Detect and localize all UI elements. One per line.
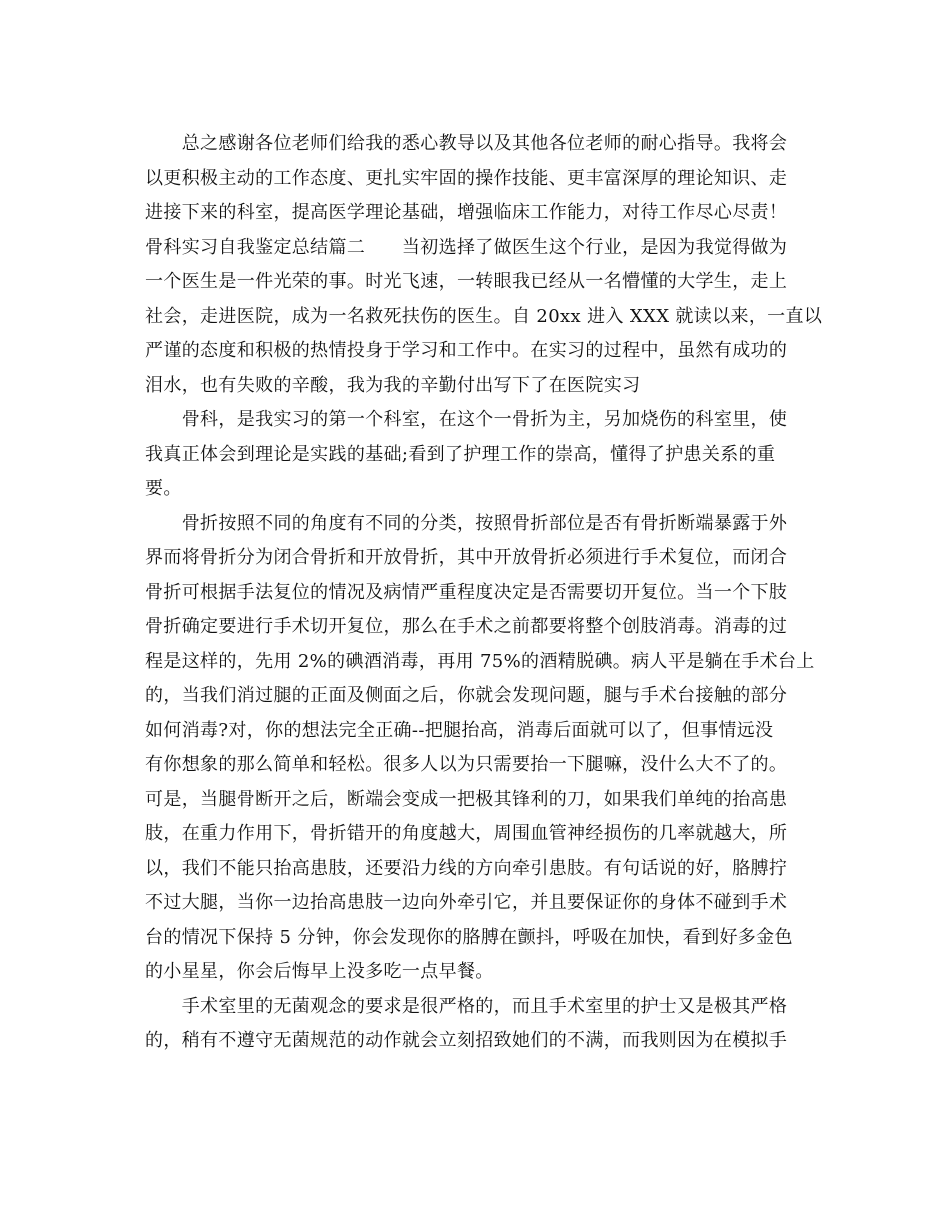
section-heading-line: 骨科实习自我鉴定总结篇二 当初选择了做医生这个行业，是因为我觉得做为 (145, 236, 788, 258)
text-line: 泪水，也有失败的辛酸，我为我的辛勤付出写下了在医院实习 (145, 374, 641, 396)
text-line: 不过大腿，当你一边抬高患肢一边向外牵引它，并且要保证你的身体不碰到手术 (145, 892, 788, 913)
text-line: 程是这样的，先用 2%的碘酒消毒，再用 75%的酒精脱碘。病人平是躺在手术台上 (145, 650, 815, 672)
text-line: 如何消毒?对，你的想法完全正确--把腿抬高，消毒后面就可以了，但事情远没 (145, 719, 774, 741)
text-line: 手术室里的无菌观念的要求是很严格的，而且手术室里的护士又是极其严格 (145, 995, 788, 1017)
text-line: 严谨的态度和积极的热情投身于学习和工作中。在实习的过程中，虽然有成功的 (145, 340, 788, 361)
text-line: 可是，当腿骨断开之后，断端会变成一把极其锋利的刀，如果我们单纯的抬高患 (145, 788, 788, 810)
text-line: 界而将骨折分为闭合骨折和开放骨折，其中开放骨折必须进行手术复位，而闭合 (145, 547, 788, 568)
text-line: 骨折按照不同的角度有不同的分类，按照骨折部位是否有骨折断端暴露于外 (145, 512, 788, 534)
text-line: 骨折可根据手法复位的情况及病情严重程度决定是否需要切开复位。当一个下肢 (145, 581, 788, 603)
text-line: 的小星星，你会后悔早上没多吃一点早餐。 (145, 961, 494, 982)
text-line: 肢，在重力作用下，骨折错开的角度越大，周围血管神经损伤的几率就越大，所 (145, 823, 788, 844)
text-line: 骨科，是我实习的第一个科室，在这个一骨折为主，另加烧伤的科室里，使 (145, 409, 788, 430)
text-line: 总之感谢各位老师们给我的悉心教导以及其他各位老师的耐心指导。我将会 (145, 133, 788, 154)
text-line: 以，我们不能只抬高患肢，还要沿力线的方向牵引患肢。有句话说的好，胳膊拧 (145, 857, 788, 879)
document-body (145, 127, 823, 1059)
text-line: 有你想象的那么简单和轻松。很多人以为只需要抬一下腿嘛，没什么大不了的。 (145, 754, 788, 775)
text-line: 我真正体会到理论是实践的基础;看到了护理工作的崇高，懂得了护患关系的重 (145, 443, 776, 465)
text-line: 的，当我们消过腿的正面及侧面之后，你就会发现问题，腿与手术台接触的部分 (145, 685, 788, 706)
text-line: 社会，走进医院，成为一名救死扶伤的医生。自 20xx 进入 XXX 就读以来，一直以 (145, 305, 823, 327)
text-line: 的，稍有不遵守无菌规范的动作就会立刻招致她们的不满，而我则因为在模拟手 (145, 1030, 788, 1051)
text-line: 一个医生是一件光荣的事。时光飞速，一转眼我已经从一名懵懂的大学生，走上 (145, 271, 788, 292)
text-line: 骨折确定要进行手术切开复位，那么在手术之前都要将整个创肢消毒。消毒的过 (145, 616, 788, 637)
text-line: 要。 (145, 478, 182, 499)
text-line: 以更积极主动的工作态度、更扎实牢固的操作技能、更丰富深厚的理论知识、走 (145, 167, 788, 189)
text-line: 进接下来的科室，提高医学理论基础，增强临床工作能力，对待工作尽心尽责！ (145, 202, 788, 223)
text-line: 台的情况下保持 5 分钟，你会发现你的胳膊在颤抖，呼吸在加快，看到好多金色 (145, 926, 793, 948)
